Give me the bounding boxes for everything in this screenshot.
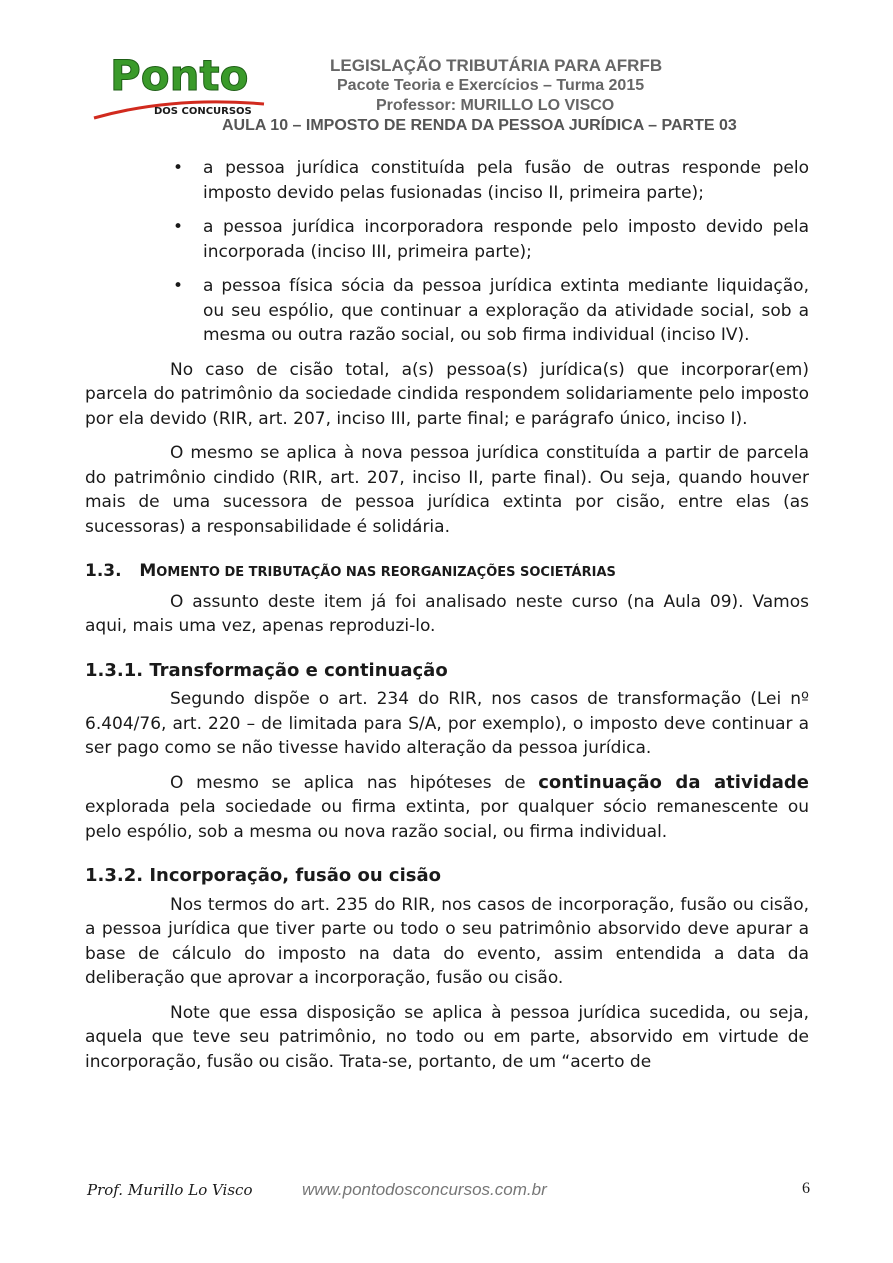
paragraph: O assunto deste item já foi analisado neste curso (na Aula 09). Vamos aqui, mais uma vez, apenas reproduzi-lo. xyxy=(85,591,809,636)
header-course-title: LEGISLAÇÃO TRIBUTÁRIA PARA AFRFB xyxy=(330,56,663,75)
paragraph xyxy=(85,771,809,845)
section-heading-1-3-1: 1.3.1. Transformação e continuação xyxy=(85,659,448,681)
header-lesson: AULA 10 – IMPOSTO DE RENDA DA PESSOA JURÍDICA – PARTE 03 xyxy=(222,117,737,134)
section-heading-1-3 xyxy=(85,559,809,586)
list-item: • a pessoa jurídica incorporadora responde pelo imposto devido pela incorporada (inciso III, primeira parte); xyxy=(203,215,809,264)
ponto-logo xyxy=(92,48,272,124)
header-professor: Professor: MURILLO LO VISCO xyxy=(376,97,615,114)
section-initial: M xyxy=(139,561,157,581)
paragraph-text: O mesmo se aplica nas hipóteses de xyxy=(170,772,539,793)
list-item: • a pessoa física sócia da pessoa jurídica extinta mediante liquidação, ou seu espólio, que continuar a exploração da atividade social, sob a mesma ou outra razão social, ou sob firma individual (inciso IV). xyxy=(203,274,809,348)
paragraph: No caso de cisão total, a(s) pessoa(s) jurídica(s) que incorporar(em) parcela do patrimônio da sociedade cindida respondem solidariamente pelo imposto por ela devido (RIR, art. 207, inciso III, parte final; e parágrafo único, inciso I). xyxy=(85,359,809,429)
page-content xyxy=(85,156,809,1084)
section-title-rest: OMENTO DE TRIBUTAÇÃO NAS REORGANIZAÇÕES SOCIETÁRIAS xyxy=(156,565,616,580)
paragraph: Nos termos do art. 235 do RIR, nos casos de incorporação, fusão ou cisão, a pessoa jurídica que tiver parte ou todo o seu patrimônio absorvido deve apurar a base de cálculo do imposto na data do evento, assim entendida a data da deliberação que aprovar a incorporação, fusão ou cisão. xyxy=(85,894,809,988)
footer-site-link[interactable]: www.pontodosconcursos.com.br xyxy=(302,1180,547,1199)
paragraph: Segundo dispõe o art. 234 do RIR, nos casos de transformação (Lei nº 6.404/76, art. 220 – de limitada para S/A, por exemplo), o imposto deve continuar a ser pago como se não tivesse havido alteração da pessoa jurídica. xyxy=(85,689,809,758)
footer-author: Prof. Murillo Lo Visco xyxy=(87,1181,253,1199)
page-number: 6 xyxy=(802,1180,810,1197)
paragraph: Note que essa disposição se aplica à pessoa jurídica sucedida, ou seja, aquela que teve seu patrimônio, no todo ou em parte, absorvido em virtude de incorporação, fusão ou cisão. Trata-se, portanto, de um “acerto de xyxy=(85,1002,809,1072)
paragraph-text: explorada pela sociedade ou firma extinta, por qualquer sócio remanescente ou pelo espólio, sob a mesma ou nova razão social, ou firma individual. xyxy=(85,797,809,842)
logo-subtitle: DOS CONCURSOS xyxy=(154,106,252,117)
list-item: • a pessoa jurídica constituída pela fusão de outras responde pelo imposto devido pelas fusionadas (inciso II, primeira parte); xyxy=(203,156,809,205)
section-number: 1.3. xyxy=(85,561,122,581)
paragraph: O mesmo se aplica à nova pessoa jurídica constituída a partir de parcela do patrimônio cindido (RIR, art. 207, inciso II, parte final). Ou seja, quando houver mais de uma sucessora de pessoa jurídica extinta por cisão, entre elas (as sucessoras) a responsabilidade é solidária. xyxy=(85,443,809,537)
header-package: Pacote Teoria e Exercícios – Turma 2015 xyxy=(337,77,645,94)
section-heading-1-3-2: 1.3.2. Incorporação, fusão ou cisão xyxy=(85,865,441,886)
bullet-list xyxy=(85,156,809,348)
paragraph-bold-text: continuação da atividade xyxy=(538,771,809,793)
logo-brand: Ponto xyxy=(110,51,249,100)
